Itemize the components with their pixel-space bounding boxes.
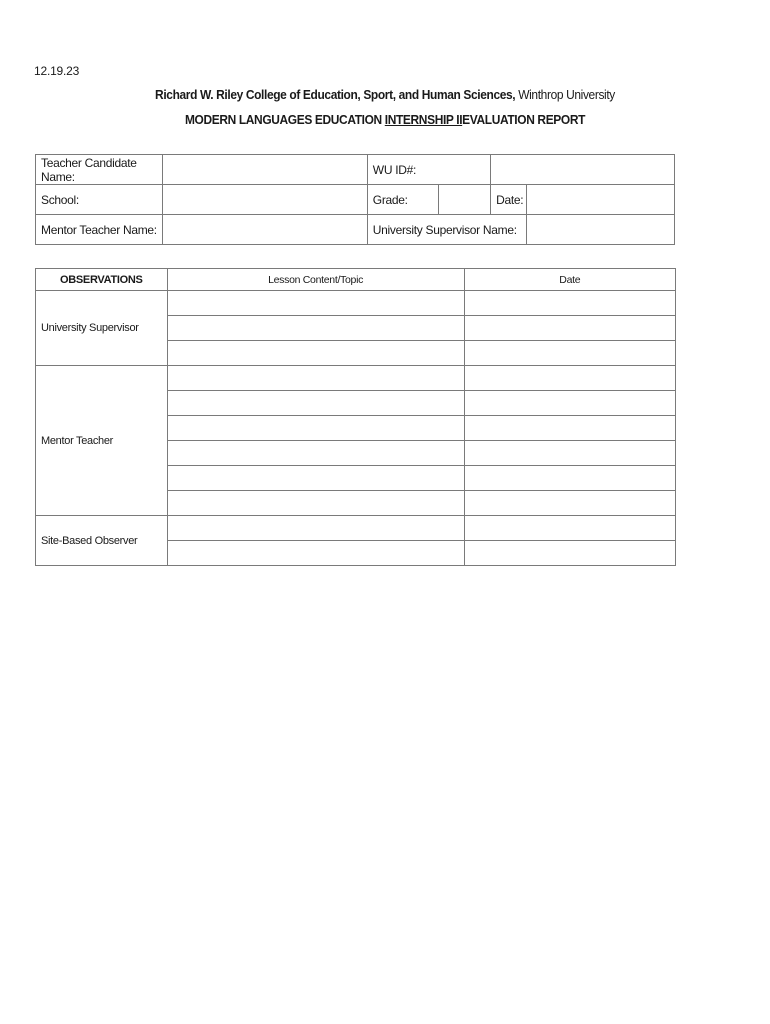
info-row-school (36, 185, 675, 215)
grade-label: Grade: (367, 185, 438, 215)
observer-group-label: Site-Based Observer (36, 516, 168, 566)
document-date: 12.19.23 (34, 64, 80, 78)
observation-date-field[interactable] (464, 316, 675, 341)
lesson-topic-field[interactable] (167, 466, 464, 491)
observation-date-field[interactable] (464, 541, 675, 566)
observations-table (35, 268, 676, 566)
lesson-topic-field[interactable] (167, 391, 464, 416)
lesson-topic-field[interactable] (167, 341, 464, 366)
date-label: Date: (491, 185, 527, 215)
observation-row (36, 291, 676, 316)
teacher-candidate-label: Teacher Candidate Name: (36, 155, 163, 185)
university-supervisor-label: University Supervisor Name: (367, 215, 526, 245)
observation-date-field[interactable] (464, 341, 675, 366)
teacher-candidate-field[interactable] (163, 155, 367, 185)
grade-field[interactable] (438, 185, 491, 215)
school-field[interactable] (163, 185, 367, 215)
college-header (31, 87, 739, 102)
report-title-part1: MODERN LANGUAGES EDUCATION (184, 112, 382, 127)
school-label: School: (36, 185, 163, 215)
observation-row (36, 366, 676, 391)
mentor-teacher-label: Mentor Teacher Name: (36, 215, 163, 245)
observations-header-row (36, 269, 676, 291)
lesson-topic-field[interactable] (167, 291, 464, 316)
university-supervisor-field[interactable] (527, 215, 675, 245)
observation-date-field[interactable] (464, 366, 675, 391)
report-title-part3: EVALUATION REPORT (462, 112, 586, 127)
wu-id-label: WU ID#: (367, 155, 490, 185)
observation-date-field[interactable] (464, 516, 675, 541)
observation-date-field[interactable] (464, 491, 675, 516)
lesson-topic-field[interactable] (167, 516, 464, 541)
observation-date-field[interactable] (464, 391, 675, 416)
lesson-topic-field[interactable] (167, 366, 464, 391)
info-row-candidate (36, 155, 675, 185)
lesson-header: Lesson Content/Topic (167, 269, 464, 291)
mentor-teacher-field[interactable] (163, 215, 367, 245)
lesson-topic-field[interactable] (167, 441, 464, 466)
observer-group-label: University Supervisor (36, 291, 168, 366)
info-row-mentor (36, 215, 675, 245)
observer-group-label: Mentor Teacher (36, 366, 168, 516)
candidate-info-table (35, 154, 675, 245)
observations-header: OBSERVATIONS (36, 269, 168, 291)
date-field[interactable] (527, 185, 675, 215)
lesson-topic-field[interactable] (167, 491, 464, 516)
observation-date-field[interactable] (464, 416, 675, 441)
lesson-topic-field[interactable] (167, 541, 464, 566)
date-header: Date (464, 269, 675, 291)
observation-date-field[interactable] (464, 441, 675, 466)
wu-id-field[interactable] (491, 155, 675, 185)
university-name: Winthrop University (518, 87, 615, 102)
observation-date-field[interactable] (464, 291, 675, 316)
report-title (31, 112, 739, 127)
lesson-topic-field[interactable] (167, 416, 464, 441)
lesson-topic-field[interactable] (167, 316, 464, 341)
observation-date-field[interactable] (464, 466, 675, 491)
observation-row (36, 516, 676, 541)
report-title-internship: INTERNSHIP II (384, 112, 463, 127)
college-name: Richard W. Riley College of Education, Sport, and Human Sciences, (155, 87, 516, 102)
